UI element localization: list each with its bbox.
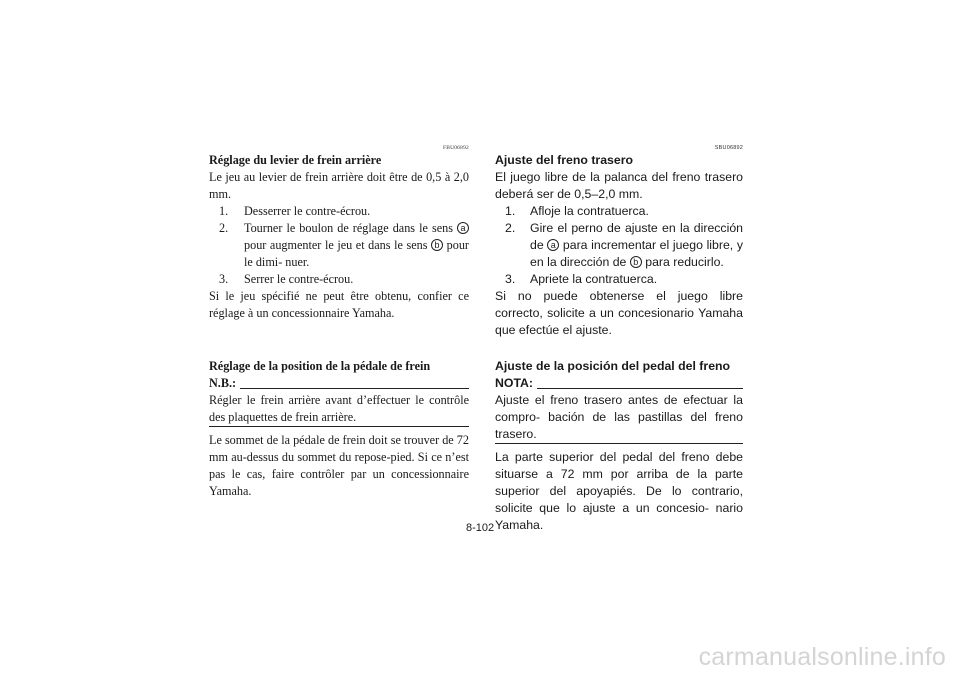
section-title: Ajuste del freno trasero	[495, 153, 634, 167]
step-text: pour augmenter le jeu et dans le sens	[244, 238, 432, 252]
step-text: para reducirlo.	[641, 255, 724, 269]
note-header	[209, 375, 469, 392]
list-item	[209, 203, 469, 220]
section-title: Réglage du levier de frein arrière	[209, 153, 382, 167]
spanish-pedal-section	[495, 358, 743, 534]
list-item	[209, 271, 469, 288]
step-number: 2.	[219, 221, 229, 235]
note-text: Régler le frein arrière avant d’effectuer le contrôle des plaquettes de frein arrière.	[209, 393, 469, 424]
step-text: Serrer le contre-écrou.	[244, 272, 354, 286]
french-pedal-section	[209, 358, 469, 500]
step-text: pour le dimi- nuer.	[244, 238, 469, 269]
step-text: Gire el perno de ajuste en la dirección de	[530, 221, 743, 252]
step-text: Apriete la contratuerca.	[530, 272, 658, 286]
steps-list	[495, 203, 743, 288]
step-text: Tourner le boulon de réglage dans le sens	[244, 221, 457, 235]
intro-paragraph: Le jeu au levier de frein arrière doit être de 0,5 à 2,0 mm.	[209, 170, 469, 201]
step-number: 3.	[219, 272, 229, 286]
step-number: 2.	[505, 221, 516, 235]
note-label: NOTA:	[495, 376, 534, 390]
page-number: 8-102	[466, 522, 495, 534]
step-text: para incrementar el juego libre, y en la dirección de	[530, 238, 743, 269]
body-paragraph: Le sommet de la pédale de frein doit se trouver de 72 mm au-dessus du sommet du repose-pied. Si ce n’est pas le cas, faire contrôler par un concessionnaire Yamaha.	[209, 433, 469, 498]
circled-letter-a-icon: a	[457, 222, 469, 234]
circled-letter-a-icon: a	[547, 239, 559, 251]
list-item	[209, 220, 469, 271]
circled-letter-b-icon: b	[431, 239, 443, 251]
watermark: carmanualsonline.info	[698, 643, 946, 671]
note-header	[495, 375, 743, 392]
section-code: FBU06892	[442, 145, 469, 151]
list-item	[495, 203, 743, 220]
list-item	[495, 220, 743, 271]
steps-list	[209, 203, 469, 288]
spanish-rear-lever-section	[495, 145, 743, 339]
body-paragraph: La parte superior del pedal del freno debe situarse a 72 mm por arriba de la parte superior del apoyapiés. De lo contrario, solicite que lo ajuste a un concesio- nario Yamaha.	[495, 450, 743, 532]
list-item	[495, 271, 743, 288]
circled-letter-b-icon: b	[630, 256, 642, 268]
step-number: 3.	[505, 272, 516, 286]
note-text: Ajuste el freno trasero antes de efectuar la compro- bación de las pastillas del freno trasero.	[495, 393, 743, 441]
section-title: Ajuste de la posición del pedal del freno	[495, 359, 731, 373]
french-rear-lever-section	[209, 145, 469, 322]
intro-paragraph: El juego libre de la palanca del freno trasero deberá ser de 0,5–2,0 mm.	[495, 170, 743, 201]
step-number: 1.	[219, 204, 229, 218]
divider	[240, 388, 469, 389]
note-label: N.B.:	[209, 376, 237, 390]
step-number: 1.	[505, 204, 516, 218]
step-text: Desserrer le contre-écrou.	[244, 204, 371, 218]
section-code: SBU06892	[714, 145, 743, 151]
outro-paragraph: Si no puede obtenerse el juego libre correcto, solicite a un concesionario Yamaha que efectúe el ajuste.	[495, 289, 743, 337]
outro-paragraph: Si le jeu spécifié ne peut être obtenu, confier ce réglage à un concessionnaire Yamaha.	[209, 289, 469, 320]
step-text: Afloje la contratuerca.	[530, 204, 649, 218]
divider	[537, 388, 743, 389]
section-title: Réglage de la position de la pédale de frein	[209, 359, 431, 373]
